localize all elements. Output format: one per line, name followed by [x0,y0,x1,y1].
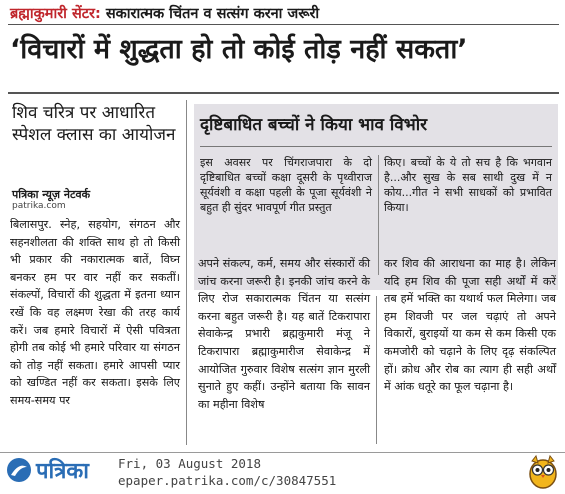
column-separator [376,296,377,444]
kicker-label: ब्रह्माकुमारी सेंटर: [10,6,101,22]
article-paragraph: अपने संकल्प, कर्म, समय और संस्कारों की जांच करना जरूरी है। इनकी जांच करने के लिए रोज सकारात्मक चिंतन या सत्संग करना बहुत जरूरी है। यह बातें टिकरापारा सेवाकेन्द्र प्रभारी ब्रह्मकुमारी मंजू ने टिकरापारा ब्रह्माकुमारीज सेवाकेन्द्र में आयोजित गुरुवार विशेष सत्संग ज्ञान मुरली सुनाते हुए कहीं। उन्होंने बताया कि सावन का महीना विशेष [198,257,370,411]
box-rule [200,146,552,147]
owl-mascot-icon [524,452,562,494]
sidebar-title: शिव चरित्र पर आधारित स्पेशल क्लास का आयोजन [12,103,176,145]
epaper-url[interactable]: epaper.patrika.com/c/30847551 [118,473,337,488]
article-paragraph: कर शिव की आराधना का माह है। लेकिन यदि हम शिव की पूजा सही अर्थों में करें तब हमें भक्ति का यथार्थ फल मिलेगा। जब हम शिवजी पर जल चढ़ाएं तो अपने विकारों, बुराइयों या कम से कम किसी एक कमजोरी को चढ़ाने के लिए दृढ़ संकल्पित हों। क्रोध और रोब का त्याग ही सही अर्थों में आंक धतूरे का फूल चढ़ाना है। [384,257,556,394]
box-column-1: इस अवसर पर चिंगराजपारा के दो दृष्टिबाधित बच्चों कक्षा दूसरी के पृथ्वीराज सूर्यवंशी व कक्षा पहली के पूजा सूर्यवंशी ने बहुत ही सुंदर भावपूर्ण गीत प्रस्तुत [200,156,372,214]
box-column-2: किए। बच्चों के ये तो सच है कि भगवान है...और सुख के सब साथी दुख में न कोय...गीत ने सभी साधकों को प्रभावित किया। [384,156,552,214]
article-column-2 [198,255,370,413]
footer-rule [0,452,565,453]
site-credit: patrika.com [12,201,66,211]
header-rule-top [8,24,559,25]
article-column-1 [10,216,180,410]
kicker [10,3,319,23]
column-separator [186,100,187,445]
brand-logo-icon [7,458,31,482]
box-column-separator [378,155,379,275]
byline: पत्रिका न्यूज़ नेटवर्क [12,188,91,201]
edition-date: Fri, 03 August 2018 [118,456,261,471]
box-headline: दृष्टिबाधित बच्चों ने किया भाव विभोर [200,115,428,135]
kicker-text: सकारात्मक चिंतन व सत्संग करना जरूरी [105,6,320,22]
article-paragraph: बिलासपुर. स्नेह, सहयोग, संगठन और सहनशीलता की शक्ति साथ हो तो किसी भी प्रकार की नकारात्मक बातें, विघ्न बनकर हम पर वार नहीं कर सकतीं। संकल्पों, विचारों की शुद्धता में इतना ध्यान रखें कि वह लक्ष्मण रेखा की तरह कार्य करें। जब हमारे विचारों में ऐसी पवित्रता होगी तब कोई भी हमारे परिवार या संगठन को तोड़ नहीं सकता। हमारे आपसी प्यार को खण्डित नहीं कर सकता। इसके लिए समय-समय पर [10,218,180,407]
brand-name: पत्रिका [36,459,89,484]
headline: ‘विचारों में शुद्धता हो तो कोई तोड़ नहीं सकता’ [10,34,468,65]
article-column-3 [384,255,556,396]
header-rule-bottom [8,92,559,94]
